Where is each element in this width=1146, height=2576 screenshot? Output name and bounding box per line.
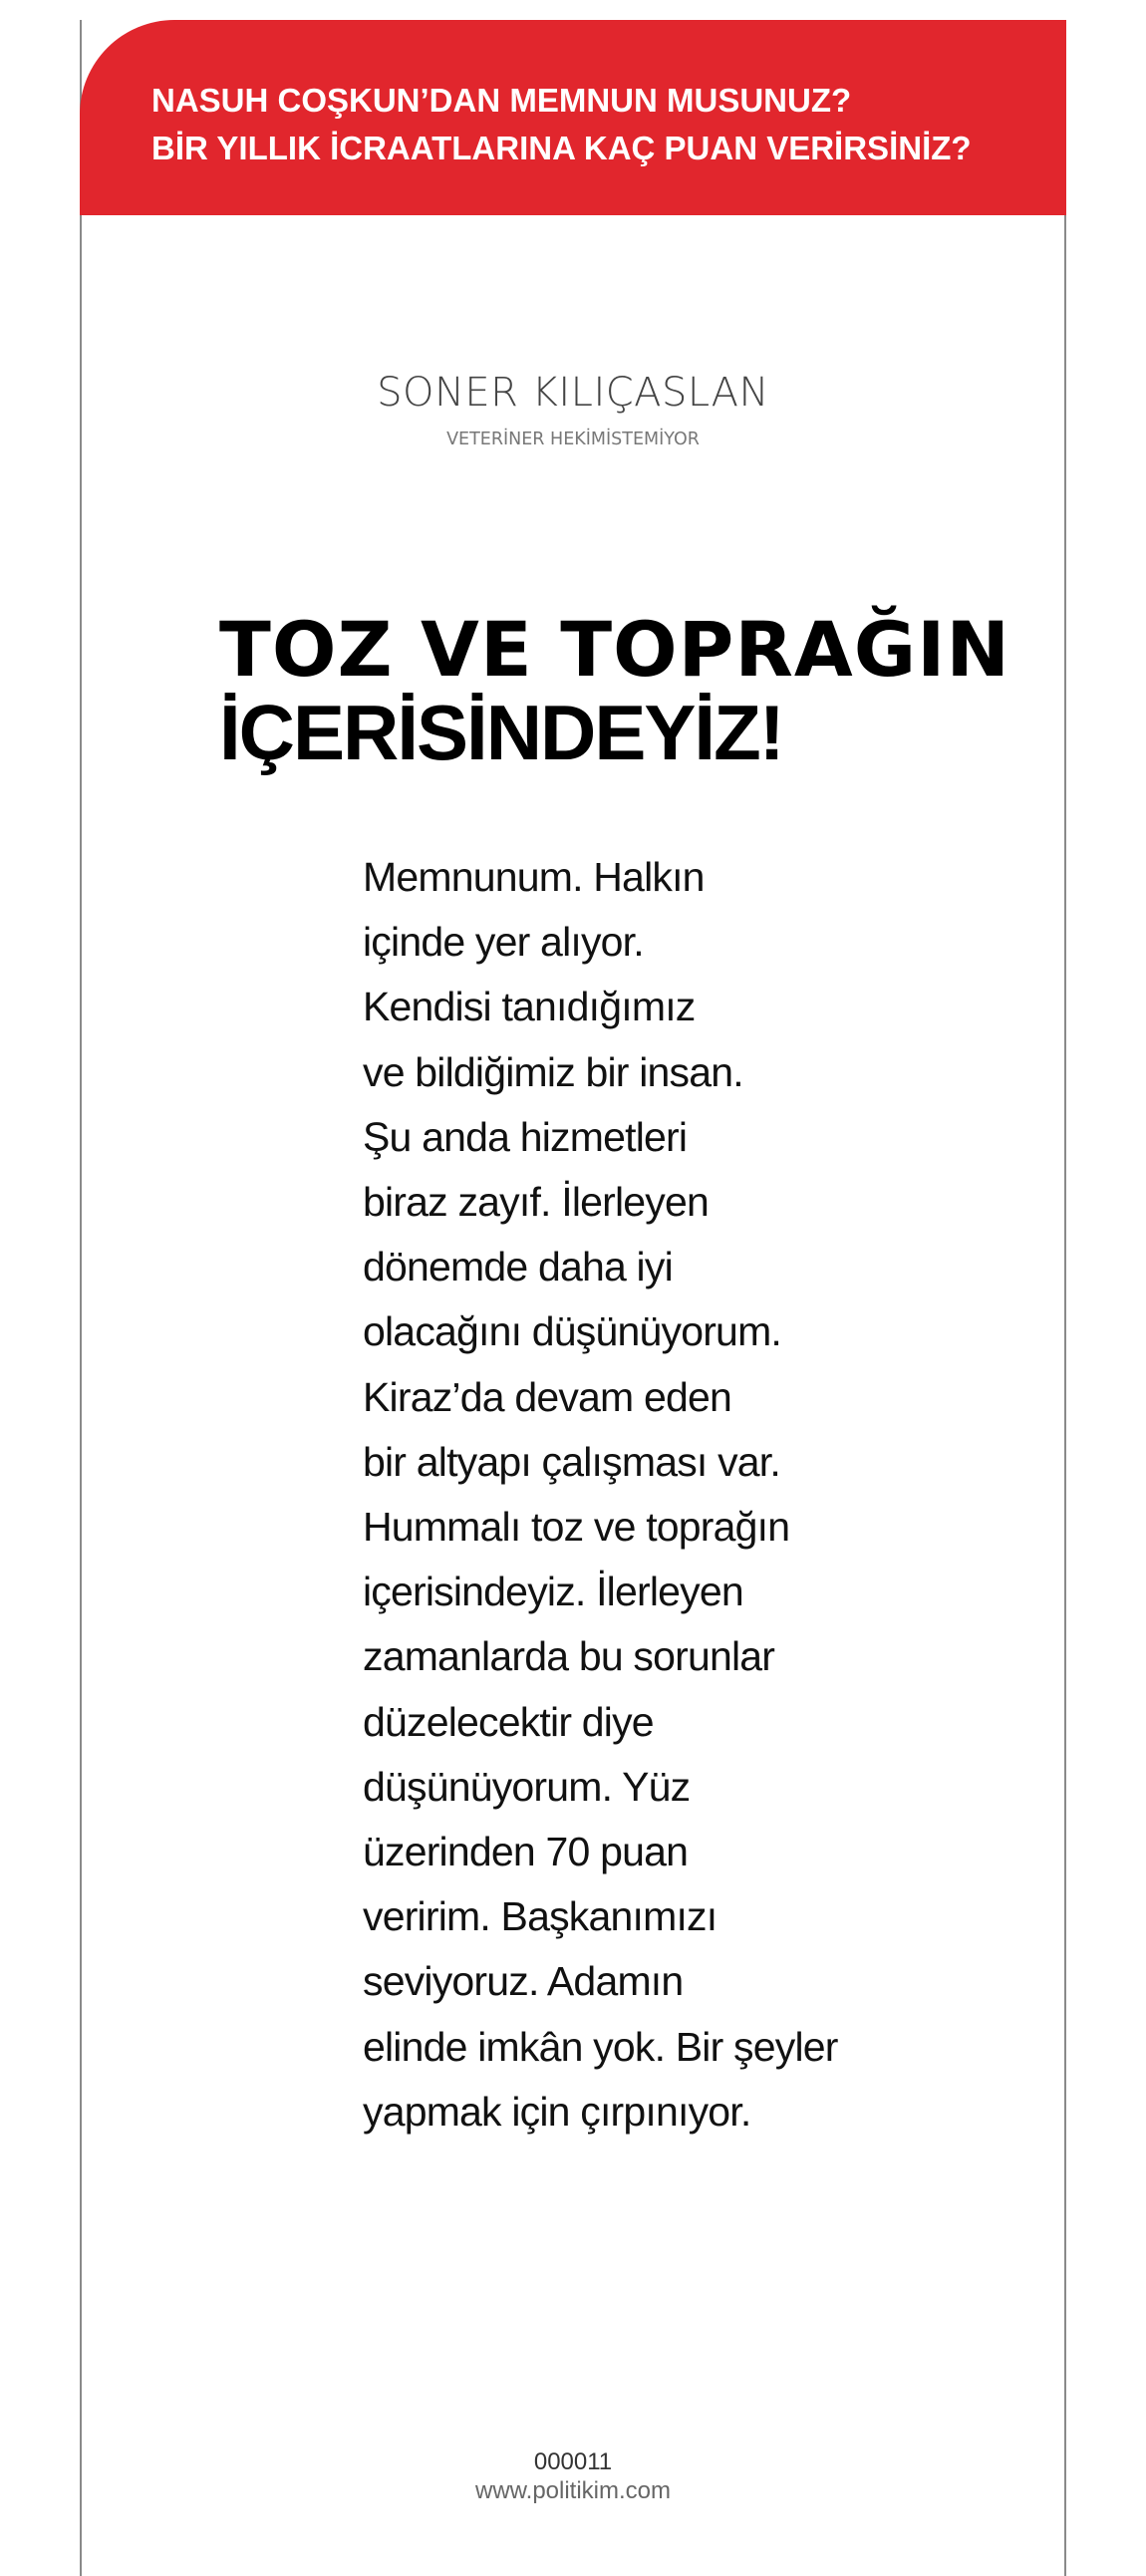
banner-question-line-2: BİR YILLIK İCRAATLARINA KAÇ PUAN VERİRSİNİZ?	[151, 130, 972, 166]
quote-line: üzerinden 70 puan	[363, 1829, 689, 1875]
author-occupation: VETERİNER HEKİMİSTEMİYOR	[446, 429, 700, 449]
quote-line: biraz zayıf. İlerleyen	[363, 1179, 709, 1226]
quote-body	[363, 845, 838, 2145]
quote-line: elinde imkân yok. Bir şeyler	[363, 2023, 838, 2070]
quote-line: ve bildiğimiz bir insan.	[363, 1048, 743, 1095]
quote-line: zamanlarda bu sorunlar	[363, 1633, 775, 1680]
quote-line: yapmak için çırpınıyor.	[363, 2088, 751, 2135]
quote-line: seviyoruz. Adamın	[363, 1958, 684, 2005]
quote-line: Hummalı toz ve toprağın	[363, 1504, 790, 1551]
quote-line: olacağını düşünüyorum.	[363, 1308, 782, 1355]
site-url: www.politikim.com	[474, 2477, 672, 2504]
quote-line: bir altyapı çalışması var.	[363, 1438, 780, 1485]
quote-line: düşünüyorum. Yüz	[363, 1763, 691, 1810]
quote-line: Memnunum. Halkın	[363, 854, 705, 900]
quote-line: içinde yer alıyor.	[363, 919, 644, 966]
question-banner	[80, 20, 1066, 215]
banner-question-line-1: NASUH COŞKUN’DAN MEMNUN MUSUNUZ?	[151, 82, 852, 119]
quote-line: Kiraz’da devam eden	[363, 1373, 731, 1420]
quote-line: dönemde daha iyi	[363, 1244, 673, 1290]
headline	[219, 605, 1010, 776]
headline-line-1: TOZ VE TOPRAĞIN	[219, 605, 1010, 694]
headline-line-2: İÇERİSİNDEYİZ!	[219, 689, 783, 776]
quote-line: düzelecektir diye	[363, 1698, 654, 1745]
author-name: SONER KILIÇASLAN	[377, 370, 769, 416]
quote-line: Şu anda hizmetleri	[363, 1113, 688, 1160]
quote-line: Kendisi tanıdığımız	[363, 984, 696, 1030]
page-number: 000011	[533, 2448, 613, 2475]
quote-line: içerisindeyiz. İlerleyen	[363, 1569, 743, 1615]
quote-line: veririm. Başkanımızı	[363, 1893, 717, 1940]
